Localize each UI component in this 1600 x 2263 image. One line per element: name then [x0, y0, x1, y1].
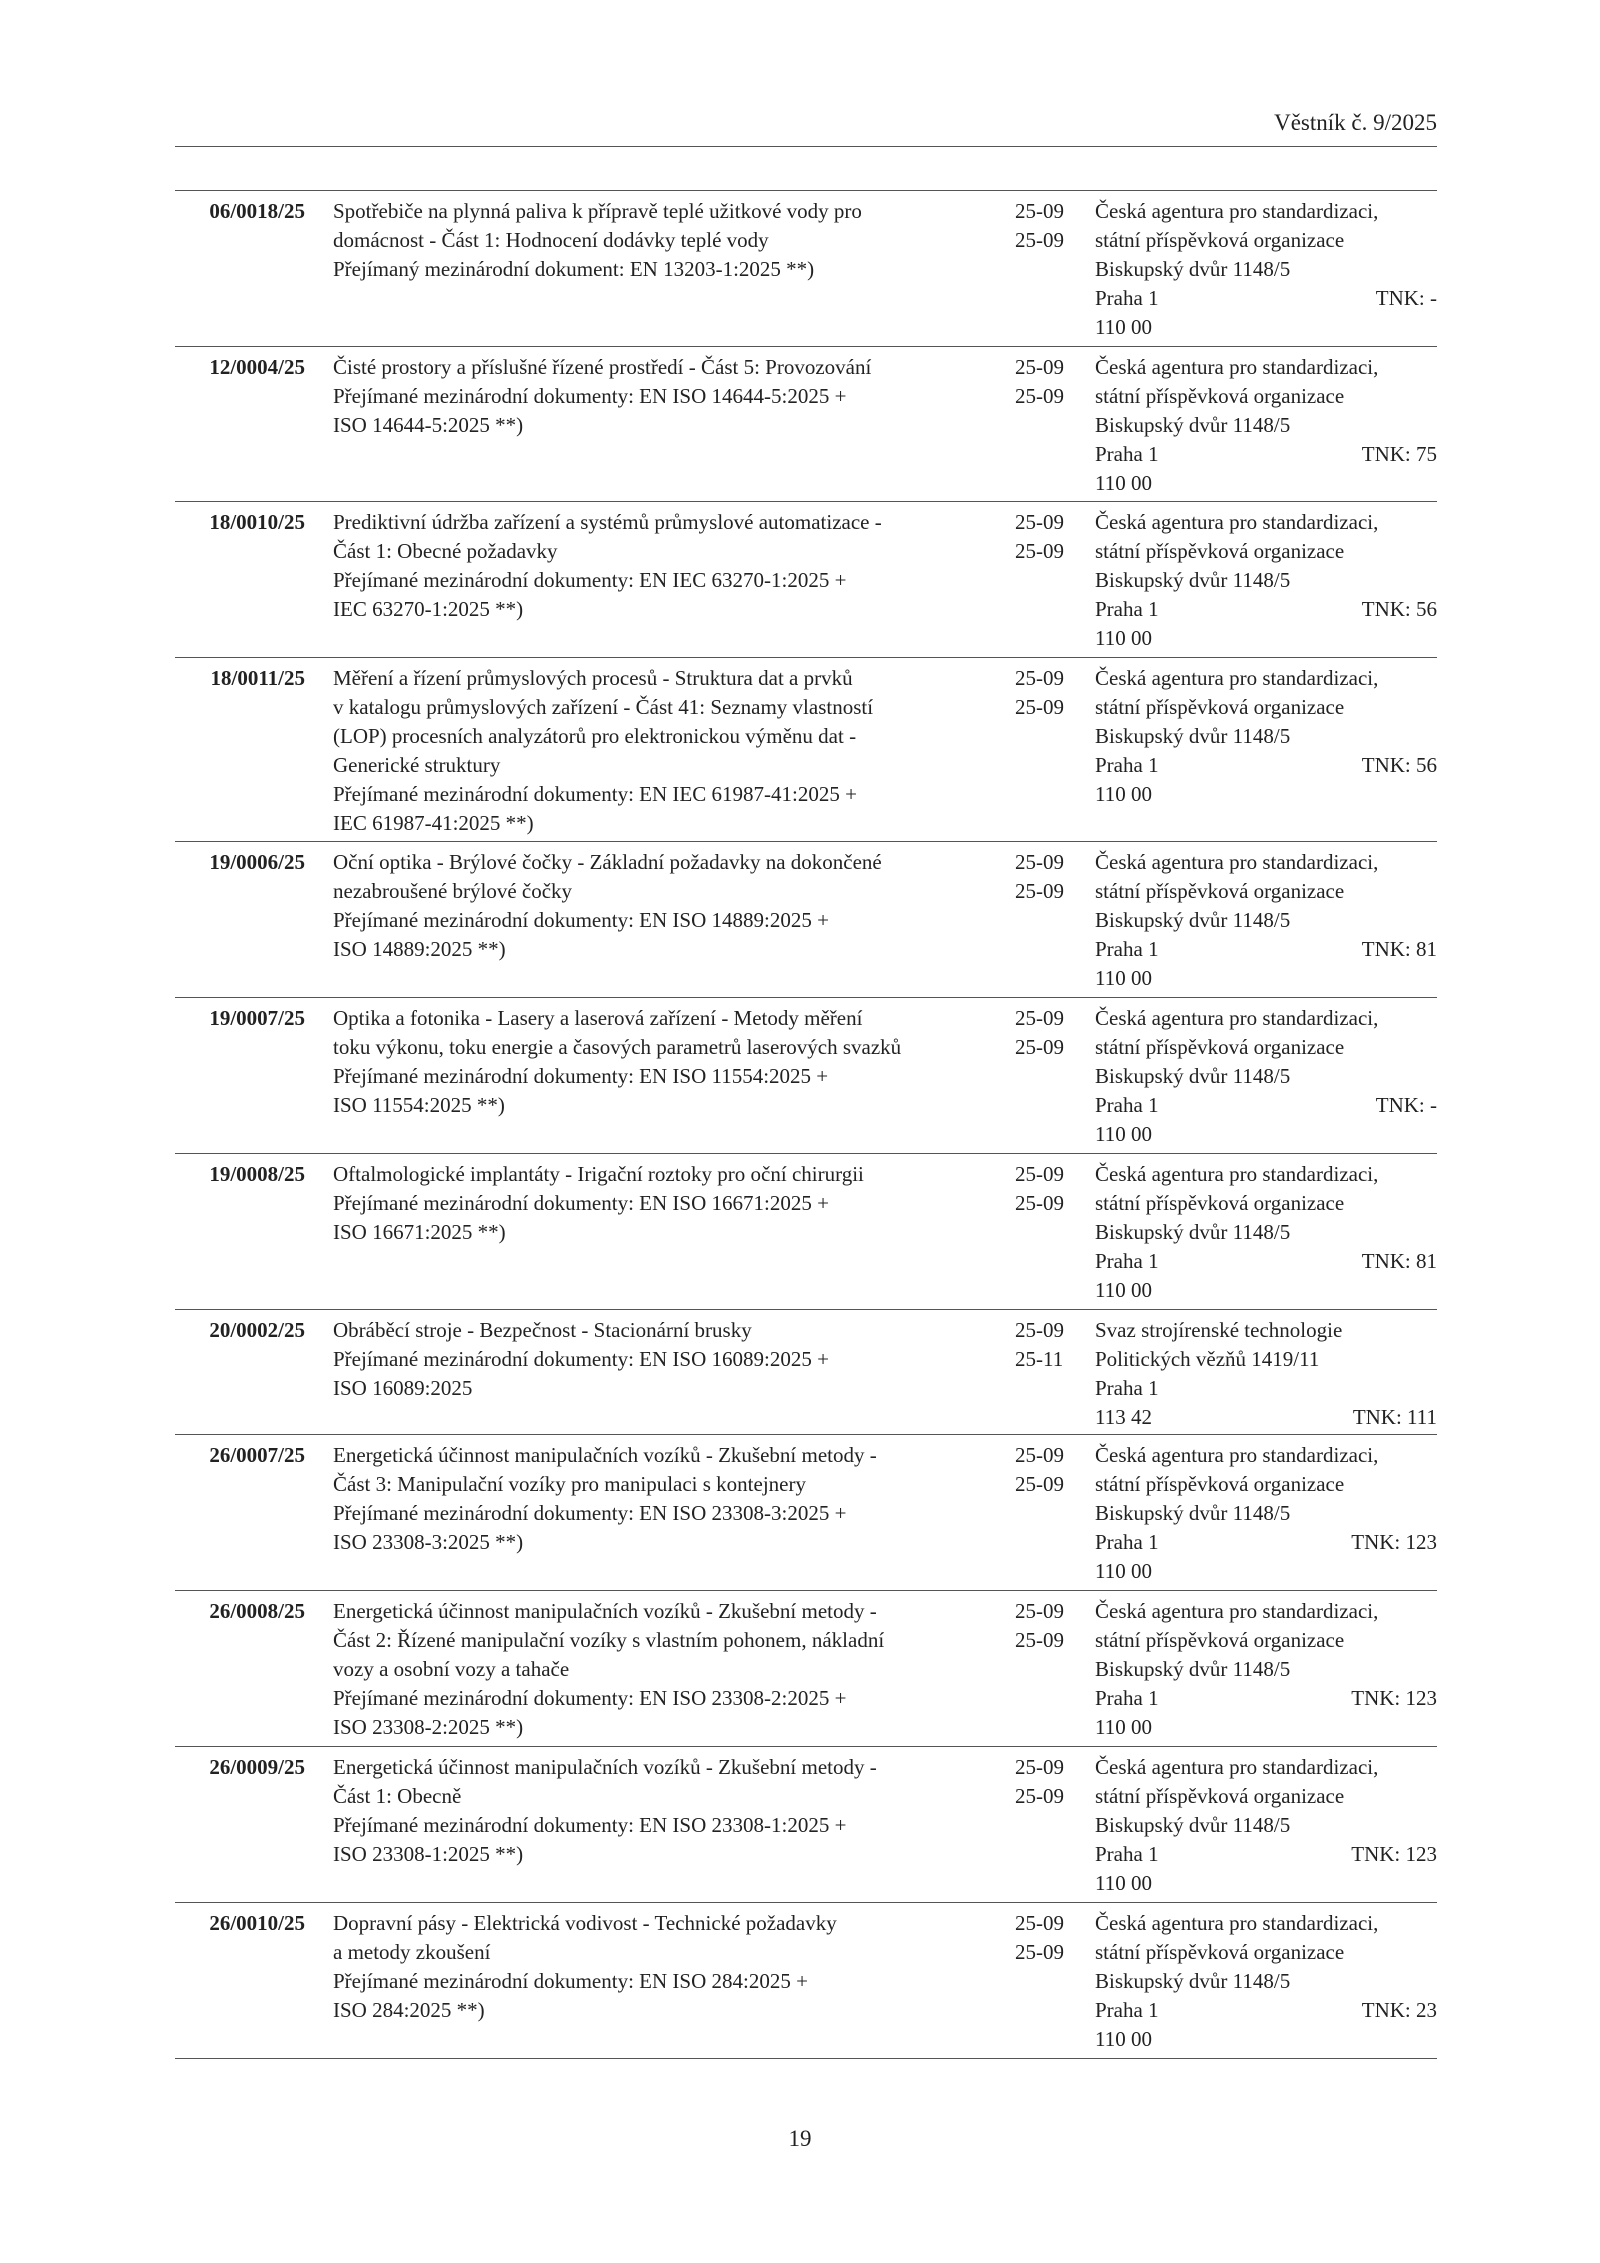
address-line: Česká agentura pro standardizaci, [1095, 199, 1379, 223]
date-codes [1015, 508, 1105, 566]
description-line: Spotřebiče na plynná paliva k přípravě teplé užitkové vody pro [333, 199, 862, 223]
date-codes [1015, 1753, 1105, 1811]
notice-id-cell [175, 1316, 305, 1345]
address-line: Biskupský dvůr 1148/5 [1095, 1220, 1291, 1244]
date-codes [1015, 664, 1105, 722]
standard-description [333, 1909, 993, 2025]
date-code: 25-09 [1015, 1784, 1064, 1808]
notice-id-cell [175, 1160, 305, 1189]
date-codes [1015, 1160, 1105, 1218]
description-line: IEC 61987-41:2025 **) [333, 811, 534, 835]
address-line: Česká agentura pro standardizaci, [1095, 1755, 1379, 1779]
address-line: státní příspěvková organizace [1095, 384, 1345, 408]
description-line: v katalogu průmyslových zařízení - Část 41: Seznamy vlastností [333, 695, 874, 719]
date-code: 25-09 [1015, 850, 1064, 874]
processor-address [1095, 508, 1435, 653]
notice-id-cell [175, 1441, 305, 1470]
notice-number: 26/0007/25 [209, 1443, 305, 1467]
notice-number: 19/0008/25 [209, 1162, 305, 1186]
table-row [175, 998, 1437, 1154]
standard-description [333, 1160, 993, 1247]
address-line: Politických vězňů 1419/11 [1095, 1347, 1320, 1371]
address-line: Praha 1 [1095, 1249, 1159, 1273]
description-line: Generické struktury [333, 753, 501, 777]
address-line: Česká agentura pro standardizaci, [1095, 1599, 1379, 1623]
date-code: 25-11 [1015, 1347, 1064, 1371]
tnk-code: TNK: 123 [1351, 1842, 1437, 1866]
tnk-code: TNK: - [1375, 1093, 1437, 1117]
address-line: Praha 1 [1095, 1376, 1159, 1400]
date-code: 25-09 [1015, 1162, 1064, 1186]
table-row [175, 1747, 1437, 1903]
table-row [175, 191, 1437, 347]
notice-number: 18/0011/25 [210, 666, 305, 690]
date-codes [1015, 1316, 1105, 1374]
description-line: Optika a fotonika - Lasery a laserová zařízení - Metody měření [333, 1006, 863, 1030]
bulletin-title: Věstník č. 9/2025 [1274, 110, 1437, 135]
date-code: 25-09 [1015, 695, 1064, 719]
description-line: Měření a řízení průmyslových procesů - Struktura dat a prvků [333, 666, 853, 690]
address-line: státní příspěvková organizace [1095, 539, 1345, 563]
address-line: státní příspěvková organizace [1095, 879, 1345, 903]
date-codes [1015, 1909, 1105, 1967]
address-line: Praha 1 [1095, 937, 1159, 961]
address-line: 110 00 [1095, 2027, 1152, 2051]
tnk-code: TNK: 56 [1361, 753, 1437, 777]
processor-address [1095, 197, 1435, 342]
address-line: Svaz strojírenské technologie [1095, 1318, 1343, 1342]
notice-number: 06/0018/25 [209, 199, 305, 223]
notice-id-cell [175, 1597, 305, 1626]
date-codes [1015, 848, 1105, 906]
standard-description [333, 508, 993, 624]
description-line: Energetická účinnost manipulačních vozíků - Zkušební metody - [333, 1599, 877, 1623]
description-line: Přejímané mezinárodní dokumenty: EN ISO 23308-2:2025 + [333, 1686, 847, 1710]
notice-number: 18/0010/25 [209, 510, 305, 534]
notice-number: 26/0009/25 [209, 1755, 305, 1779]
table-row [175, 1903, 1437, 2059]
date-codes [1015, 1441, 1105, 1499]
description-line: ISO 23308-1:2025 **) [333, 1842, 524, 1866]
address-line: státní příspěvková organizace [1095, 1628, 1345, 1652]
description-line: nezabroušené brýlové čočky [333, 879, 573, 903]
address-line: Česká agentura pro standardizaci, [1095, 1006, 1379, 1030]
address-line: Praha 1 [1095, 597, 1159, 621]
description-line: Přejímané mezinárodní dokumenty: EN ISO 23308-3:2025 + [333, 1501, 847, 1525]
description-line: Čisté prostory a příslušné řízené prostředí - Část 5: Provozování [333, 355, 872, 379]
notice-id-cell [175, 664, 305, 693]
date-code: 25-09 [1015, 666, 1064, 690]
date-code: 25-09 [1015, 355, 1064, 379]
description-line: domácnost - Část 1: Hodnocení dodávky teplé vody [333, 228, 769, 252]
table-row [175, 347, 1437, 502]
address-line: Praha 1 [1095, 286, 1159, 310]
date-code: 25-09 [1015, 1911, 1064, 1935]
address-line: 110 00 [1095, 471, 1152, 495]
description-line: Prediktivní údržba zařízení a systémů průmyslové automatizace - [333, 510, 882, 534]
address-line: Česká agentura pro standardizaci, [1095, 510, 1379, 534]
address-line: Česká agentura pro standardizaci, [1095, 850, 1379, 874]
address-line: Biskupský dvůr 1148/5 [1095, 568, 1291, 592]
processor-address [1095, 1753, 1435, 1898]
standard-description [333, 1597, 993, 1742]
tnk-code: TNK: 56 [1361, 597, 1437, 621]
description-line: Část 3: Manipulační vozíky pro manipulaci s kontejnery [333, 1472, 806, 1496]
date-code: 25-09 [1015, 539, 1064, 563]
description-line: Přejímané mezinárodní dokumenty: EN IEC 61987-41:2025 + [333, 782, 857, 806]
date-code: 25-09 [1015, 1006, 1064, 1030]
description-line: Oftalmologické implantáty - Irigační roztoky pro oční chirurgii [333, 1162, 864, 1186]
standard-description [333, 353, 993, 440]
notice-id-cell [175, 197, 305, 226]
notice-id-cell [175, 1004, 305, 1033]
address-line: Praha 1 [1095, 1998, 1159, 2022]
address-line: Praha 1 [1095, 1530, 1159, 1554]
notice-number: 26/0010/25 [209, 1911, 305, 1935]
description-line: Oční optika - Brýlové čočky - Základní požadavky na dokončené [333, 850, 882, 874]
description-line: ISO 11554:2025 **) [333, 1093, 505, 1117]
notice-number: 19/0007/25 [209, 1006, 305, 1030]
notice-id-cell [175, 1753, 305, 1782]
tnk-code: TNK: 123 [1351, 1686, 1437, 1710]
address-line: Česká agentura pro standardizaci, [1095, 666, 1379, 690]
address-line: Česká agentura pro standardizaci, [1095, 1443, 1379, 1467]
standard-description [333, 848, 993, 964]
tnk-code: TNK: 81 [1361, 937, 1437, 961]
address-line: 110 00 [1095, 1122, 1152, 1146]
processor-address [1095, 1909, 1435, 2054]
standards-table [175, 190, 1437, 2059]
page-header [175, 108, 1437, 147]
notice-number: 20/0002/25 [209, 1318, 305, 1342]
processor-address [1095, 353, 1435, 498]
description-line: Část 1: Obecné požadavky [333, 539, 558, 563]
address-line: Biskupský dvůr 1148/5 [1095, 257, 1291, 281]
address-line: Česká agentura pro standardizaci, [1095, 1162, 1379, 1186]
address-line: státní příspěvková organizace [1095, 1191, 1345, 1215]
description-line: Dopravní pásy - Elektrická vodivost - Technické požadavky [333, 1911, 837, 1935]
tnk-code: TNK: - [1375, 286, 1437, 310]
address-line: Biskupský dvůr 1148/5 [1095, 1813, 1291, 1837]
date-code: 25-09 [1015, 228, 1064, 252]
date-code: 25-09 [1015, 1443, 1064, 1467]
address-line: 110 00 [1095, 1871, 1152, 1895]
standard-description [333, 1753, 993, 1869]
address-line: státní příspěvková organizace [1095, 1784, 1345, 1808]
table-row [175, 842, 1437, 998]
notice-number: 26/0008/25 [209, 1599, 305, 1623]
address-line: 113 42 [1095, 1405, 1152, 1429]
address-line: Biskupský dvůr 1148/5 [1095, 908, 1291, 932]
address-line: 110 00 [1095, 966, 1152, 990]
notice-id-cell [175, 1909, 305, 1938]
notice-number: 19/0006/25 [209, 850, 305, 874]
table-row [175, 502, 1437, 658]
tnk-code: TNK: 75 [1361, 442, 1437, 466]
description-line: Část 1: Obecně [333, 1784, 462, 1808]
processor-address [1095, 664, 1435, 809]
description-line: ISO 284:2025 **) [333, 1998, 485, 2022]
description-line: Přejímaný mezinárodní dokument: EN 13203-1:2025 **) [333, 257, 815, 281]
address-line: státní příspěvková organizace [1095, 1035, 1345, 1059]
description-line: Přejímané mezinárodní dokumenty: EN ISO 284:2025 + [333, 1969, 808, 1993]
table-row [175, 1435, 1437, 1591]
standard-description [333, 1316, 993, 1403]
date-code: 25-09 [1015, 1318, 1064, 1342]
date-code: 25-09 [1015, 1940, 1064, 1964]
address-line: 110 00 [1095, 626, 1152, 650]
date-code: 25-09 [1015, 1035, 1064, 1059]
date-code: 25-09 [1015, 1599, 1064, 1623]
address-line: státní příspěvková organizace [1095, 1940, 1345, 1964]
notice-number: 12/0004/25 [209, 355, 305, 379]
date-code: 25-09 [1015, 510, 1064, 534]
address-line: Biskupský dvůr 1148/5 [1095, 1657, 1291, 1681]
processor-address [1095, 1597, 1435, 1742]
description-line: Energetická účinnost manipulačních vozíků - Zkušební metody - [333, 1443, 877, 1467]
tnk-code: TNK: 123 [1351, 1530, 1437, 1554]
description-line: Přejímané mezinárodní dokumenty: EN ISO 11554:2025 + [333, 1064, 829, 1088]
standard-description [333, 197, 993, 284]
description-line: vozy a osobní vozy a tahače [333, 1657, 570, 1681]
description-line: Přejímané mezinárodní dokumenty: EN IEC 63270-1:2025 + [333, 568, 847, 592]
description-line: Přejímané mezinárodní dokumenty: EN ISO 16089:2025 + [333, 1347, 829, 1371]
date-code: 25-09 [1015, 879, 1064, 903]
date-code: 25-09 [1015, 1472, 1064, 1496]
table-row [175, 1591, 1437, 1747]
date-code: 25-09 [1015, 1755, 1064, 1779]
processor-address [1095, 1441, 1435, 1586]
notice-id-cell [175, 848, 305, 877]
address-line: 110 00 [1095, 1715, 1152, 1739]
processor-address [1095, 1316, 1435, 1432]
address-line: 110 00 [1095, 315, 1152, 339]
description-line: ISO 14644-5:2025 **) [333, 413, 524, 437]
address-line: Česká agentura pro standardizaci, [1095, 1911, 1379, 1935]
description-line: ISO 14889:2025 **) [333, 937, 506, 961]
address-line: 110 00 [1095, 1278, 1152, 1302]
address-line: Praha 1 [1095, 1093, 1159, 1117]
address-line: státní příspěvková organizace [1095, 228, 1345, 252]
address-line: Biskupský dvůr 1148/5 [1095, 1064, 1291, 1088]
description-line: ISO 23308-3:2025 **) [333, 1530, 524, 1554]
standard-description [333, 1441, 993, 1557]
description-line: Přejímané mezinárodní dokumenty: EN ISO 16671:2025 + [333, 1191, 829, 1215]
description-line: Energetická účinnost manipulačních vozíků - Zkušební metody - [333, 1755, 877, 1779]
description-line: Přejímané mezinárodní dokumenty: EN ISO 23308-1:2025 + [333, 1813, 847, 1837]
date-code: 25-09 [1015, 1191, 1064, 1215]
description-line: toku výkonu, toku energie a časových parametrů laserových svazků [333, 1035, 902, 1059]
description-line: (LOP) procesních analyzátorů pro elektronickou výměnu dat - [333, 724, 857, 748]
description-line: ISO 23308-2:2025 **) [333, 1715, 524, 1739]
description-line: Obráběcí stroje - Bezpečnost - Stacionární brusky [333, 1318, 752, 1342]
address-line: Biskupský dvůr 1148/5 [1095, 1969, 1291, 1993]
page-number: 19 [788, 2126, 812, 2151]
processor-address [1095, 848, 1435, 993]
description-line: Přejímané mezinárodní dokumenty: EN ISO 14644-5:2025 + [333, 384, 847, 408]
table-row [175, 658, 1437, 842]
description-line: IEC 63270-1:2025 **) [333, 597, 524, 621]
standard-description [333, 664, 993, 838]
date-codes [1015, 1004, 1105, 1062]
tnk-code: TNK: 23 [1361, 1998, 1437, 2022]
table-row [175, 1154, 1437, 1310]
description-line: a metody zkoušení [333, 1940, 491, 1964]
notice-id-cell [175, 508, 305, 537]
date-codes [1015, 197, 1105, 255]
address-line: státní příspěvková organizace [1095, 695, 1345, 719]
date-codes [1015, 353, 1105, 411]
date-code: 25-09 [1015, 384, 1064, 408]
address-line: Praha 1 [1095, 1686, 1159, 1710]
description-line: ISO 16089:2025 [333, 1376, 473, 1400]
address-line: 110 00 [1095, 782, 1152, 806]
description-line: Část 2: Řízené manipulační vozíky s vlastním pohonem, nákladní [333, 1628, 885, 1652]
processor-address [1095, 1004, 1435, 1149]
date-code: 25-09 [1015, 199, 1064, 223]
address-line: Praha 1 [1095, 442, 1159, 466]
address-line: Praha 1 [1095, 1842, 1159, 1866]
description-line: ISO 16671:2025 **) [333, 1220, 506, 1244]
tnk-code: TNK: 111 [1352, 1405, 1437, 1429]
address-line: 110 00 [1095, 1559, 1152, 1583]
address-line: státní příspěvková organizace [1095, 1472, 1345, 1496]
address-line: Biskupský dvůr 1148/5 [1095, 724, 1291, 748]
description-line: Přejímané mezinárodní dokumenty: EN ISO 14889:2025 + [333, 908, 829, 932]
date-code: 25-09 [1015, 1628, 1064, 1652]
notice-id-cell [175, 353, 305, 382]
standard-description [333, 1004, 993, 1120]
address-line: Biskupský dvůr 1148/5 [1095, 413, 1291, 437]
address-line: Česká agentura pro standardizaci, [1095, 355, 1379, 379]
date-codes [1015, 1597, 1105, 1655]
address-line: Biskupský dvůr 1148/5 [1095, 1501, 1291, 1525]
processor-address [1095, 1160, 1435, 1305]
address-line: Praha 1 [1095, 753, 1159, 777]
table-row [175, 1310, 1437, 1435]
tnk-code: TNK: 81 [1361, 1249, 1437, 1273]
